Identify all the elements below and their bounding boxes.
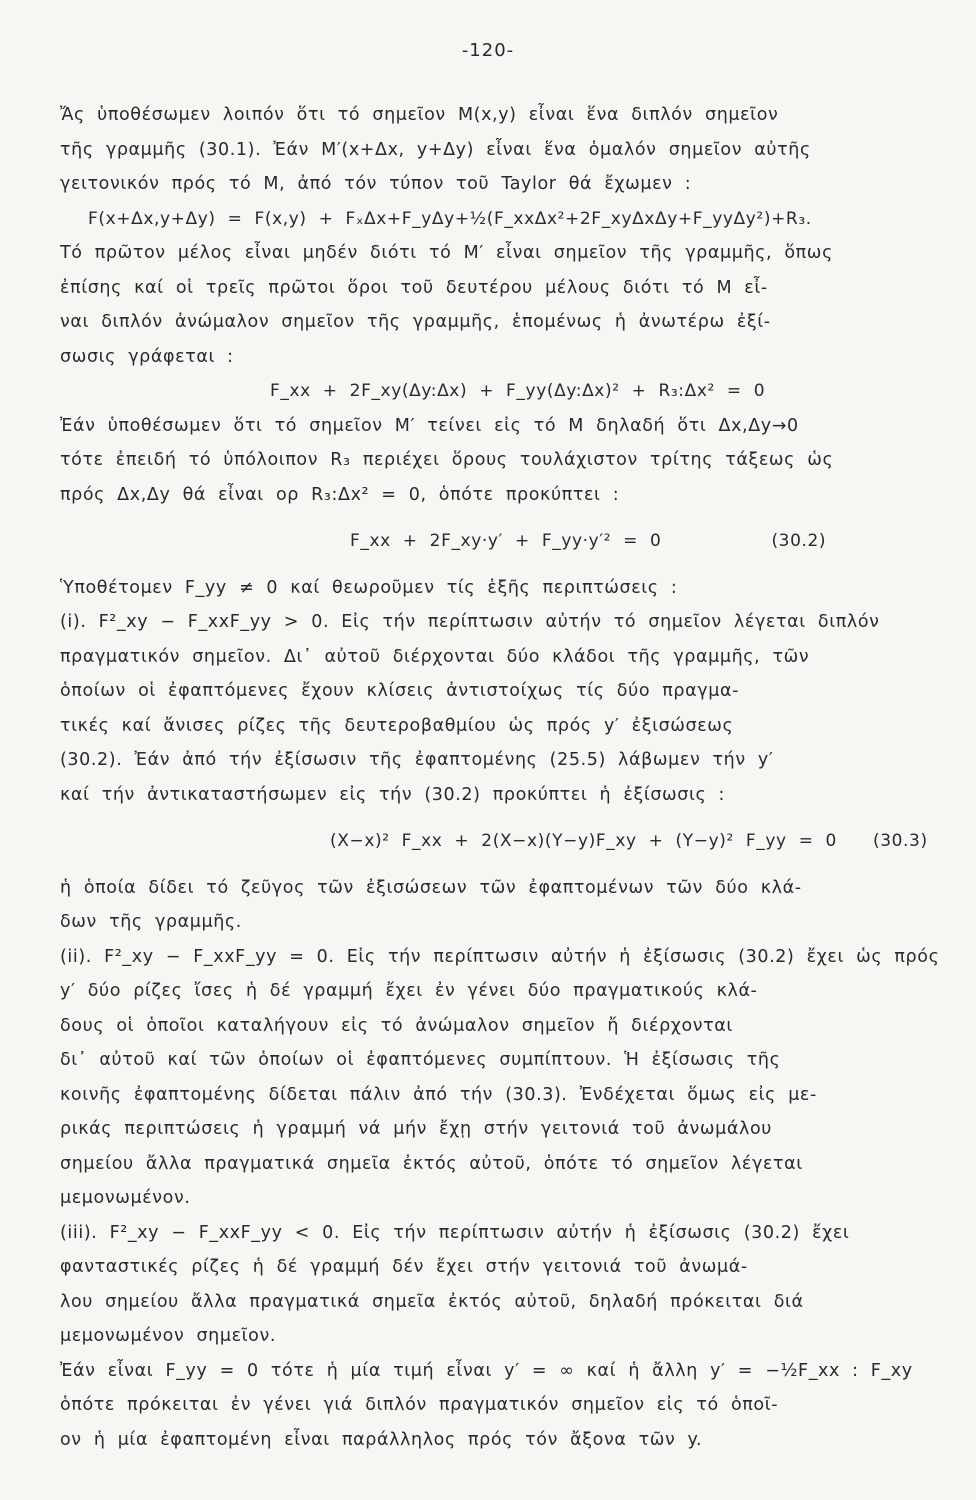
- text-line: (30.2). Ἐάν ἀπό τήν ἐξίσωσιν τῆς ἐφαπτομένης (25.5) λάβωμεν τήν y′: [60, 750, 774, 770]
- equation-30-2-body: F_xx + 2F_xy·y′ + F_yy·y′² = 0: [350, 531, 662, 551]
- text-line: πραγματικόν σημεῖον. Δι᾽ αὐτοῦ διέρχονται δύο κλάδοι τῆς γραμμῆς, τῶν: [60, 646, 810, 667]
- text-line: κοινῆς ἐφαπτομένης δίδεται πάλιν ἀπό τήν (30.3). Ἐνδέχεται ὅμως εἰς με-: [60, 1084, 817, 1105]
- text-line: πρός Δx,Δy θά εἶναι ορ R₃:Δx² = 0, ὁπότε προκύπτει :: [60, 484, 620, 505]
- text-line: δους οἱ ὁποῖοι καταλήγουν εἰς τό ἀνώμαλον σημεῖον ἤ διέρχονται: [60, 1015, 733, 1036]
- text-line: σωσις γράφεται :: [60, 346, 234, 367]
- page-number: -120-: [461, 40, 515, 61]
- text-line: δων τῆς γραμμῆς.: [60, 912, 242, 932]
- text-line: γειτονικόν πρός τό M, ἀπό τόν τύπον τοῦ Taylor θά ἔχωμεν :: [60, 174, 692, 194]
- text-line: Τό πρῶτον μέλος εἶναι μηδέν διότι τό M′ εἶναι σημεῖον τῆς γραμμῆς, ὅπως: [60, 243, 833, 263]
- text-line: y′ δύο ρίζες ἴσες ἡ δέ γραμμή ἔχει ἐν γένει δύο πραγματικούς κλά-: [60, 981, 758, 1001]
- taylor-expansion-equation: F(x+Δx,y+Δy) = F(x,y) + FₓΔx+F_yΔy+½(F_xxΔx²+2F_xyΔxΔy+F_yyΔy²)+R₃.: [88, 208, 812, 229]
- text-line: ὁπότε πρόκειται ἐν γένει γιά διπλόν πραγματικόν σημεῖον εἰς τό ὁποῖ-: [60, 1395, 779, 1415]
- text-line: Ἄς ὑποθέσωμεν λοιπόν ὅτι τό σημεῖον M(x,y) εἶναι ἕνα διπλόν σημεῖον: [60, 105, 779, 125]
- text-line: ὁποίων οἱ ἐφαπτόμενες ἔχουν κλίσεις ἀντιστοίχως τίς δύο πραγμα-: [60, 681, 740, 701]
- case-i-heading: (i). F²_xy − F_xxF_yy > 0. Εἰς τήν περίπτωσιν αὐτήν τό σημεῖον λέγεται διπλόν: [60, 612, 880, 632]
- text-line: ον ἡ μία ἐφαπτομένη εἶναι παράλληλος πρός τόν ἄξονα τῶν y.: [60, 1429, 703, 1450]
- text-line: μεμονωμένον.: [60, 1188, 191, 1208]
- intermediate-equation: F_xx + 2F_xy(Δy:Δx) + F_yy(Δy:Δx)² + R₃:Δx² = 0: [270, 381, 766, 401]
- text-line: φανταστικές ρίζες ἡ δέ γραμμή δέν ἔχει στήν γειτονιά τοῦ ἀνωμά-: [60, 1257, 748, 1277]
- text-line: Ὑποθέτομεν F_yy ≠ 0 καί θεωροῦμεν τίς ἑξῆς περιπτώσεις :: [60, 577, 678, 598]
- text-line: μεμονωμένον σημεῖον.: [60, 1326, 277, 1346]
- text-line: ἐπίσης καί οἱ τρεῖς πρῶτοι ὅροι τοῦ δευτέρου μέλους διότι τό M εἶ-: [60, 277, 768, 298]
- text-line: τικές καί ἄνισες ρίζες τῆς δευτεροβαθμίου ὡς πρός y′ ἐξισώσεως: [60, 715, 734, 736]
- equation-label-30-2: (30.2): [771, 531, 827, 551]
- text-line: δι᾽ αὐτοῦ καί τῶν ὁποίων οἱ ἐφαπτόμενες συμπίπτουν. Ἡ ἐξίσωσις τῆς: [60, 1050, 781, 1070]
- case-iii-heading: (iii). F²_xy − F_xxF_yy < 0. Εἰς τήν περίπτωσιν αὐτήν ἡ ἐξίσωσις (30.2) ἔχει: [60, 1222, 850, 1243]
- text-line: σημείου ἄλλα πραγματικά σημεῖα ἐκτός αὐτοῦ, ὁπότε τό σημεῖον λέγεται: [60, 1153, 803, 1174]
- text-line: Ἐάν ὑποθέσωμεν ὅτι τό σημεῖον M′ τείνει εἰς τό M δηλαδή ὅτι Δx,Δy→0: [60, 415, 799, 436]
- text-line: τῆς γραμμῆς (30.1). Ἐάν M′(x+Δx, y+Δy) εἶναι ἕνα ὁμαλόν σημεῖον αὐτῆς: [60, 139, 811, 160]
- text-line: καί τήν ἀντικαταστήσωμεν εἰς τήν (30.2) προκύπτει ἡ ἐξίσωσις :: [60, 784, 726, 805]
- text-line: Ἐάν εἶναι F_yy = 0 τότε ἡ μία τιμή εἶναι y′ = ∞ καί ἡ ἄλλη y′ = −½F_xx : F_xy: [60, 1360, 913, 1381]
- text-line: λου σημείου ἄλλα πραγματικά σημεῖα ἐκτός αὐτοῦ, δηλαδή πρόκειται διά: [60, 1291, 804, 1312]
- text-line: ρικάς περιπτώσεις ἡ γραμμή νά μήν ἔχῃ στήν γειτονιά τοῦ ἀνωμάλου: [60, 1119, 772, 1139]
- text-line: ναι διπλόν ἀνώμαλον σημεῖον τῆς γραμμῆς, ἑπομένως ἡ ἀνωτέρω ἐξί-: [60, 312, 771, 332]
- text-line: τότε ἐπειδή τό ὑπόλοιπον R₃ περιέχει ὅρους τουλάχιστον τρίτης τάξεως ὡς: [60, 450, 834, 470]
- equation-30-3-body: (X−x)² F_xx + 2(X−x)(Y−y)F_xy + (Y−y)² F_yy = 0: [330, 831, 837, 851]
- case-ii-heading: (ii). F²_xy − F_xxF_yy = 0. Εἰς τήν περίπτωσιν αὐτήν ἡ ἐξίσωσις (30.2) ἔχει ὡς πρός: [60, 946, 940, 967]
- equation-label-30-3: (30.3): [872, 831, 928, 851]
- text-line: ἡ ὁποία δίδει τό ζεῦγος τῶν ἐξισώσεων τῶν ἐφαπτομένων τῶν δύο κλά-: [60, 877, 802, 898]
- equation-30-3: [60, 824, 936, 859]
- equation-30-2: [60, 524, 936, 559]
